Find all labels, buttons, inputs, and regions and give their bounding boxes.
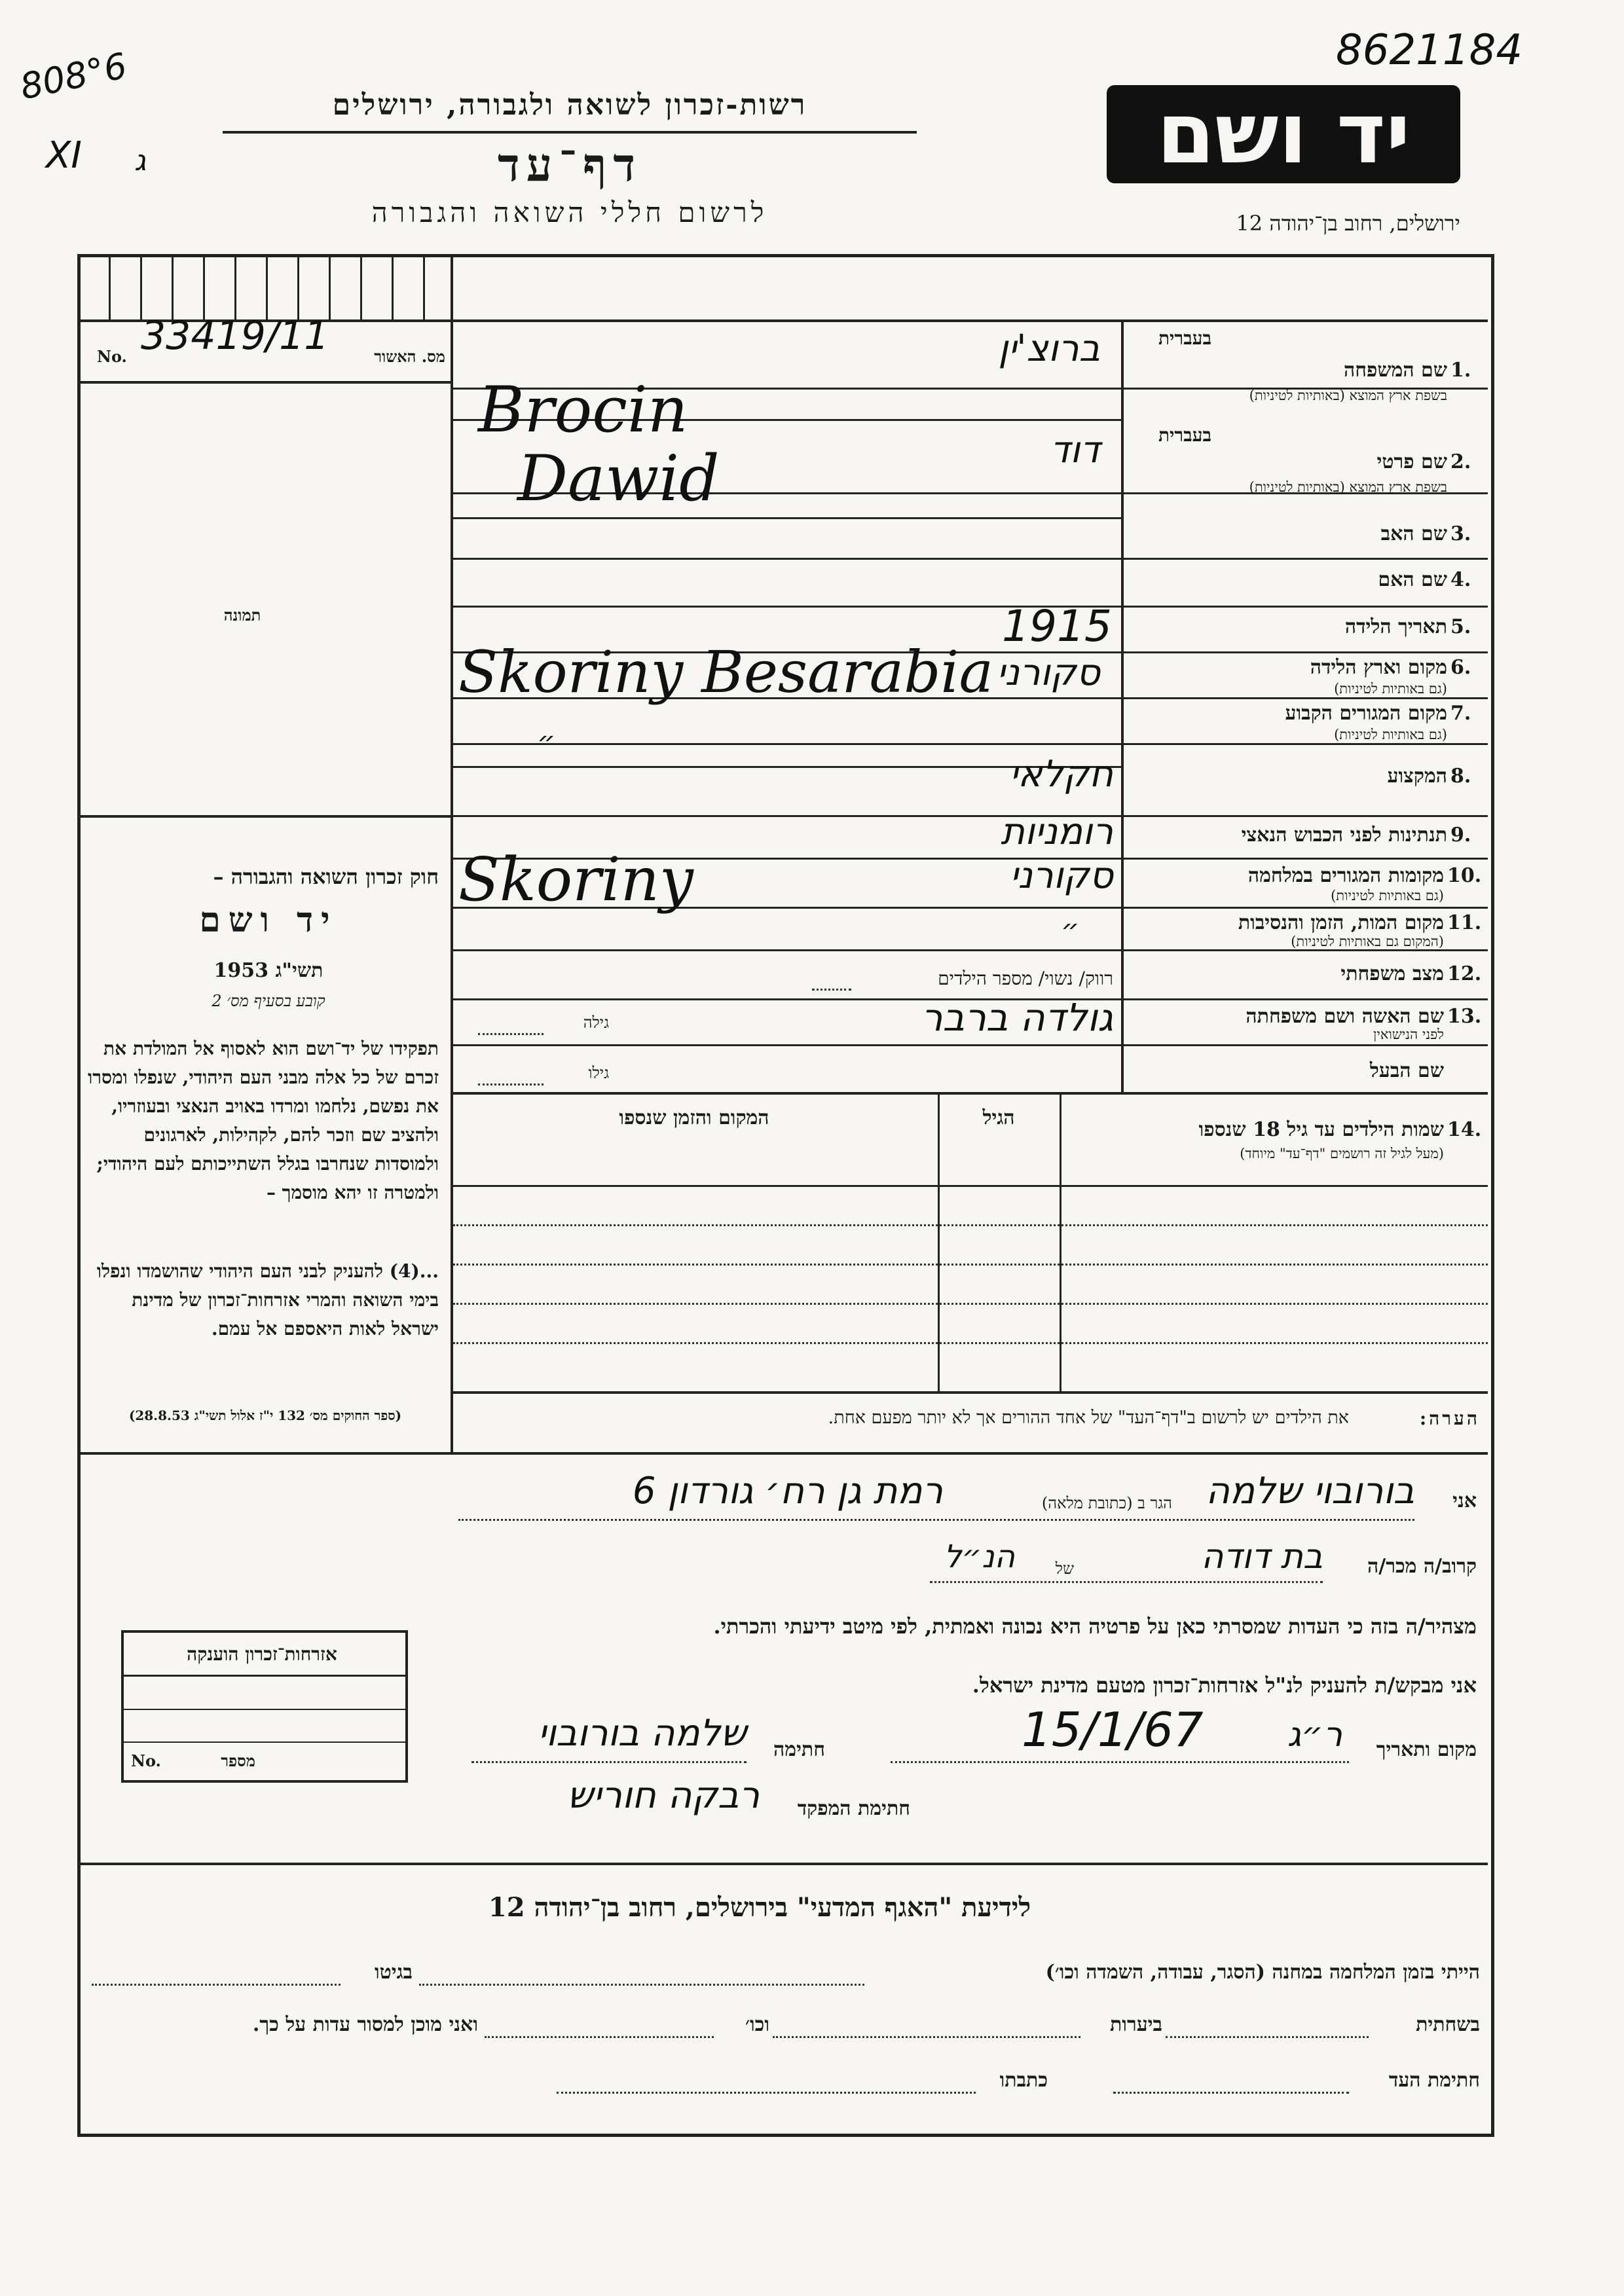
law-text-2: ...(4) להעניק לבני העם היהודי שהושמדו ונפלו בימי השואה והמרי אזרחות־זכרון של מדינת ישראל לאות היאספם אל עמם. [96, 1260, 439, 1339]
place-value: ר״ג [1287, 1715, 1342, 1755]
field-12-label: מצב משפחתי [1340, 962, 1444, 985]
relation-of-value: הנ״ל [944, 1539, 1015, 1575]
photo-label: תמונה [223, 606, 261, 625]
field-5-label: תאריך הלידה [1344, 615, 1447, 638]
signature-label: חתימה [773, 1738, 825, 1761]
field-8-value: חקלאי [1009, 753, 1113, 795]
note-label: הערה: [1419, 1408, 1480, 1429]
field-10-number: 10. [1447, 864, 1482, 887]
field-6-number: 6. [1450, 656, 1471, 679]
law-text: תפקידו של יד־ושם הוא לאסוף אל המולדת את זכרם של כל אלה מבני העם היהודי, שנפלו ומסרו את נפשם, נלחמו ומרדו באויב הנאצי ובעוזריו, ולהציב שם וזכר להם, לקהילות, לארגונים ולמוסדות שנחרבו בגלל השתייכותם לעם היהודי; ולמטרה זו יהא מוסמך – [88, 1038, 439, 1203]
field-4-number: 4. [1450, 568, 1471, 591]
children-sub: (מעל לגיל זה רושמים "דף־עד" מיוחד) [1240, 1146, 1444, 1161]
law-reference: (ספר החוקים מס׳ 132 י"ז אלול תשי"ג 28.8.53) [128, 1408, 402, 1423]
approval-number: 33419/11 [141, 313, 329, 359]
stamp-title: אזרחות־זכרון הוענקה [187, 1643, 337, 1665]
field-6-value-hebrew: סקורני [997, 651, 1100, 694]
field-12-value: רווק/ נשוי/ מספר הילדים [938, 968, 1113, 989]
field-10-value-hebrew: סקורני [1010, 854, 1113, 897]
heb-tag-1: בעברית [1158, 327, 1211, 349]
field-12-number: 12. [1447, 962, 1482, 985]
date-value: 15/1/67 [1022, 1702, 1204, 1757]
field-7-label: מקום המגורים הקבוע [1285, 702, 1447, 725]
bottom-row2-label: בשחתית [1416, 2013, 1480, 2036]
field-13-label: שם האשה ושם משפחתה [1246, 1005, 1444, 1028]
field-1-label: שם המשפחה [1343, 359, 1447, 382]
collector-label: חתימת המפקד [797, 1797, 910, 1820]
field-9-number: 9. [1450, 824, 1471, 847]
field-8-label: המקצוע [1387, 765, 1447, 788]
field-10-sub: (גם באותיות לטיניות) [1331, 888, 1444, 903]
authority-name: רשות-זכרון לשואה ולגבורה, ירושלים [332, 88, 807, 122]
field-5-number: 5. [1450, 615, 1471, 638]
margin-number: 808°6 [16, 45, 131, 108]
field-3-number: 3. [1450, 522, 1471, 545]
margin-letter: ג [134, 144, 147, 177]
field-2-number: 2. [1450, 450, 1471, 473]
husband-age-label: גילו [588, 1064, 609, 1082]
field-3-label: שם האב [1380, 522, 1447, 545]
field-6-sub: (גם באותיות לטיניות) [1334, 681, 1447, 697]
field-7-value: ״ [537, 725, 556, 759]
field-13-value: גולדה ברבר [921, 995, 1113, 1040]
field-2-value: Dawid [517, 442, 720, 515]
witness-i-label: אני [1452, 1489, 1477, 1512]
bottom-row1-end: בגיטו [374, 1961, 413, 1984]
witness-lives-label: הגר ב (כתובת מלאה) [1041, 1494, 1172, 1512]
signature-value: שלמה בורובוי [538, 1712, 747, 1755]
field-1-value-hebrew: ברוצ'ין [998, 327, 1100, 370]
yad-vashem-logo: יד ושם [1107, 85, 1460, 183]
bottom-row2-end: ואני מוכן למסור עדות על כך. [252, 2013, 478, 2036]
children-col-place: המקום והזמן שנספו [619, 1106, 769, 1129]
children-number: 14. [1447, 1118, 1482, 1141]
field-13-sub: לפני הנישואין [1373, 1027, 1444, 1042]
field-1-number: 1. [1450, 359, 1471, 382]
field-2-value-hebrew: דוד [1050, 429, 1100, 471]
bottom-row2-mid: ביערות [1109, 2013, 1162, 2036]
stamp-no-label: No. [131, 1751, 161, 1770]
declaration: מצהיר/ה בזה כי העדות שמסרתי כאן על פרטיה היא נכונה ואמתית, לפי מיטב ידיעתי והכרתי. [713, 1614, 1477, 1639]
bottom-row1-label: הייתי בזמן המלחמה במחנה (הסגר, עבודה, השמדה וכו׳) [1045, 1961, 1480, 1984]
field-1-value: Brocin [478, 373, 688, 446]
bottom-title: לידיעת "האגף המדעי" בירושלים, רחוב בן־יהודה 12 [488, 1892, 1031, 1923]
field-13-number: 13. [1447, 1005, 1482, 1028]
witness-name: בורובוי שלמה [1206, 1470, 1414, 1512]
field-5-value: 1915 [1002, 601, 1112, 651]
bottom-row2-etc: וכו׳ [745, 2013, 769, 2036]
law-title: חוק זכרון השואה והגבורה – [213, 864, 439, 889]
heb-tag-2: בעברית [1158, 424, 1211, 446]
field-11-number: 11. [1447, 911, 1482, 934]
note-text: את הילדים יש לרשום ב"דף־העד" של אחד ההורים אך לא יותר מפעם אחת. [828, 1408, 1349, 1428]
field-10-value: Skoriny [458, 845, 693, 915]
field-6-value: Skoriny Besarabia [458, 638, 994, 706]
form-subtitle: לרשום חללי השואה והגבורה [371, 196, 768, 228]
archive-number: 8621184 [1336, 26, 1523, 75]
field-9-value: רומניות [1001, 811, 1113, 853]
field-2-sub: בשפת ארץ המוצא (באותיות לטיניות) [1249, 479, 1447, 495]
bottom-row3-label: חתימת העד [1388, 2069, 1480, 2092]
witness-address: רמת גן רח׳ גורדון 6 [632, 1470, 943, 1512]
stamp-number-label: מספר [221, 1751, 255, 1770]
field-10-label: מקומות המגורים במלחמה [1247, 864, 1444, 887]
field-8-number: 8. [1450, 765, 1471, 788]
request: אני מבקש/ת להעניק לנ"ל אזרחות־זכרון מטעם מדינת ישראל. [972, 1673, 1477, 1698]
field-4-label: שם האם [1378, 568, 1447, 591]
field-13-age-label: גילה [583, 1013, 609, 1032]
approval-no-label: No. [97, 347, 127, 366]
field-11-value: ״ [1061, 913, 1080, 947]
relation-label: קרוב/ה מכר/ה [1367, 1555, 1477, 1578]
law-name: יד ושם [199, 900, 338, 940]
place-date-label: מקום ותאריך [1376, 1738, 1477, 1761]
field-6-label: מקום וארץ הלידה [1310, 656, 1447, 679]
field-7-number: 7. [1450, 702, 1471, 725]
bottom-row3-mid: כתבתו [999, 2069, 1048, 2092]
field-1-sub: בשפת ארץ המוצא (באותיות לטיניות) [1249, 388, 1447, 403]
children-col-age: הגיל [982, 1106, 1015, 1129]
field-2-label: שם פרטי [1376, 450, 1447, 473]
form-title: דף־עד [497, 137, 642, 192]
address: ירושלים, רחוב בן־יהודה 12 [1236, 211, 1460, 236]
field-11-label: מקום המות, הזמן והנסיבות [1238, 911, 1444, 934]
field-11-sub: (המקום גם באותיות לטיניות) [1291, 934, 1444, 949]
children-label: שמות הילדים עד גיל 18 שנספו [1198, 1118, 1444, 1141]
relation-of-label: של [1055, 1559, 1074, 1578]
collector-value: רבקה חוריש [567, 1774, 760, 1817]
law-section: קובע בסעיף מס׳ 2 [212, 992, 325, 1010]
husband-label: שם הבעל [1369, 1059, 1444, 1082]
field-7-sub: (גם באותיות לטיניות) [1334, 727, 1447, 742]
relation-value: בת דודה [1201, 1537, 1323, 1576]
law-year: תשי"ג 1953 [213, 959, 323, 982]
approval-label: מס. האשור [374, 347, 445, 366]
field-9-label: תנתינות לפני הכבוש הנאצי [1241, 824, 1447, 847]
margin-roman: XI [46, 134, 82, 177]
